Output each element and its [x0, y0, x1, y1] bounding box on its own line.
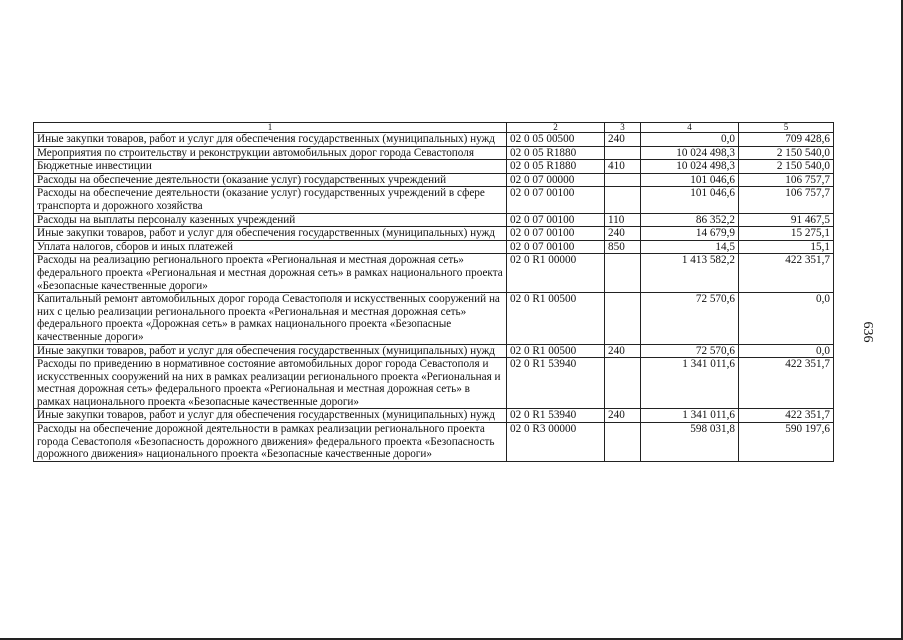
row-code-cell: 02 0 05 00500	[507, 133, 605, 147]
row-amount-year2-cell: 422 351,7	[739, 358, 834, 409]
row-code-cell: 02 0 05 R1880	[507, 160, 605, 174]
row-name-cell: Капитальный ремонт автомобильных дорог города Севастополя и искусственных сооружений на них с целью реализации регионального проекта «Региональная и местная дорожная сеть» федерального проекта «Дорожная сеть» в рамках национального проекта «Безопасные качественные дороги»	[34, 293, 507, 344]
row-amount-year2-cell: 0,0	[739, 344, 834, 358]
column-number-row	[34, 123, 834, 133]
column-number: 1	[34, 123, 507, 133]
table-row	[34, 227, 834, 241]
row-expense-type-cell: 850	[605, 240, 641, 254]
row-amount-year2-cell: 709 428,6	[739, 133, 834, 147]
table-row	[34, 423, 834, 462]
row-name-cell: Иные закупки товаров, работ и услуг для обеспечения государственных (муниципальных) нужд	[34, 133, 507, 147]
page-number: 636	[860, 321, 875, 343]
row-amount-year2-cell: 106 757,7	[739, 173, 834, 187]
row-code-cell: 02 0 07 00100	[507, 227, 605, 241]
row-expense-type-cell	[605, 293, 641, 344]
row-name-cell: Бюджетные инвестиции	[34, 160, 507, 174]
budget-table	[33, 122, 834, 462]
row-name-cell: Расходы на обеспечение дорожной деятельности в рамках реализации регионального проекта города Севастополя «Безопасность дорожного движения» федерального проекта «Безопасность дорожного движения» национального проекта «Безопасные качественные дороги»	[34, 423, 507, 462]
row-expense-type-cell	[605, 254, 641, 293]
row-amount-year2-cell: 590 197,6	[739, 423, 834, 462]
row-code-cell: 02 0 R1 53940	[507, 358, 605, 409]
row-expense-type-cell: 240	[605, 133, 641, 147]
column-number: 2	[507, 123, 605, 133]
table-row	[34, 358, 834, 409]
table-row	[34, 254, 834, 293]
table-row	[34, 344, 834, 358]
table-row	[34, 293, 834, 344]
row-name-cell: Расходы на обеспечение деятельности (оказание услуг) государственных учреждений в сфере транспорта и дорожного хозяйства	[34, 187, 507, 213]
row-amount-year1-cell: 86 352,2	[641, 213, 739, 227]
row-name-cell: Иные закупки товаров, работ и услуг для обеспечения государственных (муниципальных) нужд	[34, 409, 507, 423]
row-amount-year1-cell: 10 024 498,3	[641, 146, 739, 160]
column-number: 5	[739, 123, 834, 133]
table-row	[34, 187, 834, 213]
row-code-cell: 02 0 07 00100	[507, 213, 605, 227]
row-name-cell: Расходы на обеспечение деятельности (оказание услуг) государственных учреждений	[34, 173, 507, 187]
row-code-cell: 02 0 R3 00000	[507, 423, 605, 462]
row-amount-year1-cell: 72 570,6	[641, 344, 739, 358]
row-amount-year2-cell: 0,0	[739, 293, 834, 344]
row-code-cell: 02 0 R1 00500	[507, 344, 605, 358]
row-name-cell: Иные закупки товаров, работ и услуг для обеспечения государственных (муниципальных) нужд	[34, 227, 507, 241]
row-amount-year2-cell: 422 351,7	[739, 409, 834, 423]
row-expense-type-cell	[605, 187, 641, 213]
row-expense-type-cell: 410	[605, 160, 641, 174]
row-expense-type-cell: 240	[605, 344, 641, 358]
row-amount-year2-cell: 15,1	[739, 240, 834, 254]
row-amount-year1-cell: 1 341 011,6	[641, 358, 739, 409]
table-row	[34, 213, 834, 227]
table-row	[34, 409, 834, 423]
row-code-cell: 02 0 07 00100	[507, 240, 605, 254]
row-amount-year2-cell: 2 150 540,0	[739, 160, 834, 174]
row-expense-type-cell	[605, 146, 641, 160]
row-name-cell: Уплата налогов, сборов и иных платежей	[34, 240, 507, 254]
row-code-cell: 02 0 07 00000	[507, 173, 605, 187]
row-code-cell: 02 0 07 00100	[507, 187, 605, 213]
row-amount-year1-cell: 14,5	[641, 240, 739, 254]
table-row	[34, 173, 834, 187]
row-code-cell: 02 0 R1 00000	[507, 254, 605, 293]
table-row	[34, 160, 834, 174]
row-expense-type-cell	[605, 423, 641, 462]
row-amount-year1-cell: 1 413 582,2	[641, 254, 739, 293]
row-amount-year1-cell: 72 570,6	[641, 293, 739, 344]
row-amount-year2-cell: 422 351,7	[739, 254, 834, 293]
row-expense-type-cell	[605, 358, 641, 409]
row-amount-year1-cell: 0,0	[641, 133, 739, 147]
row-amount-year2-cell: 106 757,7	[739, 187, 834, 213]
row-expense-type-cell: 240	[605, 409, 641, 423]
row-amount-year2-cell: 2 150 540,0	[739, 146, 834, 160]
row-amount-year2-cell: 15 275,1	[739, 227, 834, 241]
column-number: 4	[641, 123, 739, 133]
table-row	[34, 146, 834, 160]
column-number: 3	[605, 123, 641, 133]
row-amount-year1-cell: 14 679,9	[641, 227, 739, 241]
row-amount-year2-cell: 91 467,5	[739, 213, 834, 227]
row-expense-type-cell: 240	[605, 227, 641, 241]
row-name-cell: Мероприятия по строительству и реконструкции автомобильных дорог города Севастополя	[34, 146, 507, 160]
row-name-cell: Расходы на выплаты персоналу казенных учреждений	[34, 213, 507, 227]
table-row	[34, 133, 834, 147]
row-amount-year1-cell: 101 046,6	[641, 173, 739, 187]
row-code-cell: 02 0 R1 00500	[507, 293, 605, 344]
row-amount-year1-cell: 1 341 011,6	[641, 409, 739, 423]
row-name-cell: Расходы на реализацию регионального проекта «Региональная и местная дорожная сеть» федерального проекта «Региональная и местная дорожная сеть» в рамках национального проекта «Безопасные качественные дороги»	[34, 254, 507, 293]
table-row	[34, 240, 834, 254]
row-name-cell: Иные закупки товаров, работ и услуг для обеспечения государственных (муниципальных) нужд	[34, 344, 507, 358]
row-expense-type-cell: 110	[605, 213, 641, 227]
row-code-cell: 02 0 R1 53940	[507, 409, 605, 423]
row-code-cell: 02 0 05 R1880	[507, 146, 605, 160]
row-amount-year1-cell: 10 024 498,3	[641, 160, 739, 174]
row-amount-year1-cell: 598 031,8	[641, 423, 739, 462]
row-expense-type-cell	[605, 173, 641, 187]
row-name-cell: Расходы по приведению в нормативное состояние автомобильных дорог города Севастополя и искусственных сооружений на них в рамках реализации регионального проекта «Региональная и местная дорожная сеть» федерального проекта «Региональная и местная дорожная сеть» в рамках национального проекта «Безопасные качественные дороги»	[34, 358, 507, 409]
table-body	[34, 133, 834, 462]
row-amount-year1-cell: 101 046,6	[641, 187, 739, 213]
